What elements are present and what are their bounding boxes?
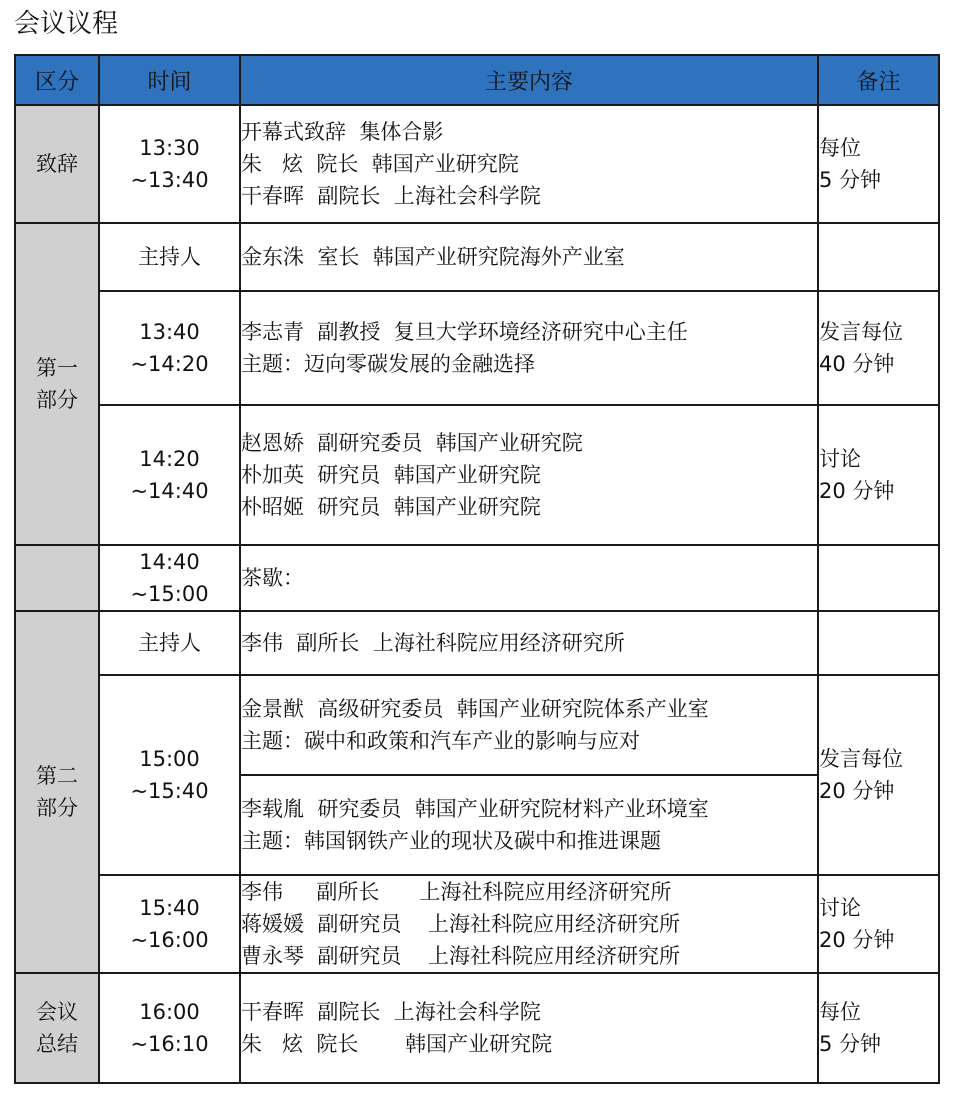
table-row — [15, 973, 939, 1083]
table-row — [15, 875, 939, 973]
time-start: 14:20 — [139, 447, 200, 471]
note-line: 发言每位 — [819, 747, 903, 771]
section-label: 第一 — [36, 356, 78, 380]
header-content: 主要内容 — [240, 55, 818, 105]
note-cell — [818, 291, 939, 405]
content-line: 李伟 副所长 上海社科院应用经济研究所 — [241, 631, 625, 655]
content-cell — [240, 973, 818, 1083]
note-line: 5 分钟 — [819, 1032, 882, 1056]
table-row — [15, 291, 939, 405]
header-note: 备注 — [818, 55, 939, 105]
time-cell — [99, 405, 240, 545]
content-line: 主题：迈向零碳发展的金融选择 — [241, 352, 535, 376]
time-start: 16:00 — [139, 1000, 200, 1024]
note-line: 每位 — [819, 1000, 861, 1024]
note-line: 发言每位 — [819, 320, 903, 344]
content-cell — [240, 291, 818, 405]
note-cell — [818, 223, 939, 291]
agenda-table — [14, 54, 940, 1084]
note-line: 20 分钟 — [819, 779, 895, 803]
note-cell — [818, 973, 939, 1083]
section-cell — [15, 545, 99, 611]
content-cell — [240, 223, 818, 291]
note-cell — [818, 105, 939, 223]
note-line: 每位 — [819, 136, 861, 160]
content-line: 蒋媛媛 副研究员 上海社科院应用经济研究所 — [241, 912, 681, 936]
note-line: 40 分钟 — [819, 352, 895, 376]
section-label: 会议 — [36, 1000, 78, 1024]
content-line: 李伟 副所长 上海社科院应用经济研究所 — [241, 880, 672, 904]
content-line: 金景猷 高级研究委员 韩国产业研究院体系产业室 — [241, 697, 709, 721]
time-cell — [99, 291, 240, 405]
content-line: 茶歇： — [241, 566, 304, 590]
note-cell — [818, 611, 939, 675]
table-row — [15, 105, 939, 223]
content-line: 金东洙 室长 韩国产业研究院海外产业室 — [241, 245, 625, 269]
time-start: 13:40 — [139, 320, 200, 344]
header-time: 时间 — [99, 55, 240, 105]
content-cell — [240, 611, 818, 675]
section-cell — [15, 105, 99, 223]
note-cell — [818, 545, 939, 611]
note-line: 20 分钟 — [819, 479, 895, 503]
section-label: 总结 — [36, 1032, 78, 1056]
table-row — [15, 405, 939, 545]
note-line: 讨论 — [819, 447, 861, 471]
host-label-cell — [99, 223, 240, 291]
content-line: 主题：韩国钢铁产业的现状及碳中和推进课题 — [241, 829, 661, 853]
content-line: 朴加英 研究员 韩国产业研究院 — [241, 463, 541, 487]
content-cell — [240, 105, 818, 223]
content-line: 开幕式致辞 集体合影 — [241, 120, 444, 144]
table-row — [15, 611, 939, 675]
host-label-cell — [99, 611, 240, 675]
table-header-row — [15, 55, 939, 105]
note-cell — [818, 875, 939, 973]
content-line: 赵恩娇 副研究委员 韩国产业研究院 — [241, 431, 583, 455]
content-line: 干春晖 副院长 上海社会科学院 — [241, 1000, 541, 1024]
content-cell — [240, 775, 818, 875]
note-line: 20 分钟 — [819, 928, 895, 952]
content-line: 曹永琴 副研究员 上海社科院应用经济研究所 — [241, 944, 681, 968]
content-line: 李载胤 研究委员 韩国产业研究院材料产业环境室 — [241, 797, 709, 821]
section-label: 致辞 — [36, 152, 78, 176]
content-line: 朱 炫 院长 韩国产业研究院 — [241, 152, 519, 176]
content-cell — [240, 405, 818, 545]
time-cell — [99, 875, 240, 973]
time-end: ~13:40 — [130, 168, 209, 192]
time-cell — [99, 973, 240, 1083]
content-line: 主题：碳中和政策和汽车产业的影响与应对 — [241, 729, 640, 753]
section-cell — [15, 973, 99, 1083]
content-cell — [240, 545, 818, 611]
header-section: 区分 — [15, 55, 99, 105]
section-label: 第二 — [36, 764, 78, 788]
time-end: ~16:00 — [130, 928, 209, 952]
host-label: 主持人 — [138, 631, 201, 655]
content-cell — [240, 875, 818, 973]
content-cell — [240, 675, 818, 775]
time-end: ~14:40 — [130, 479, 209, 503]
content-line: 干春晖 副院长 上海社会科学院 — [241, 184, 541, 208]
note-line: 5 分钟 — [819, 168, 882, 192]
time-cell — [99, 105, 240, 223]
time-start: 15:40 — [139, 896, 200, 920]
section-label: 部分 — [36, 388, 78, 412]
time-end: ~14:20 — [130, 352, 209, 376]
section-cell — [15, 223, 99, 545]
time-cell — [99, 545, 240, 611]
host-label: 主持人 — [138, 245, 201, 269]
time-start: 14:40 — [139, 550, 200, 574]
section-label: 部分 — [36, 796, 78, 820]
time-end: ~15:40 — [130, 779, 209, 803]
content-line: 李志青 副教授 复旦大学环境经济研究中心主任 — [241, 320, 688, 344]
note-line: 讨论 — [819, 896, 861, 920]
time-end: ~15:00 — [130, 582, 209, 606]
section-cell — [15, 611, 99, 973]
time-end: ~16:10 — [130, 1032, 209, 1056]
content-line: 朱 炫 院长 韩国产业研究院 — [241, 1032, 553, 1056]
time-cell — [99, 675, 240, 875]
table-row — [15, 545, 939, 611]
table-row — [15, 675, 939, 775]
document-title: 会议议程 — [14, 9, 119, 39]
note-cell — [818, 405, 939, 545]
table-row — [15, 223, 939, 291]
time-start: 15:00 — [139, 747, 200, 771]
note-cell — [818, 675, 939, 875]
time-start: 13:30 — [139, 136, 200, 160]
content-line: 朴昭姬 研究员 韩国产业研究院 — [241, 495, 541, 519]
